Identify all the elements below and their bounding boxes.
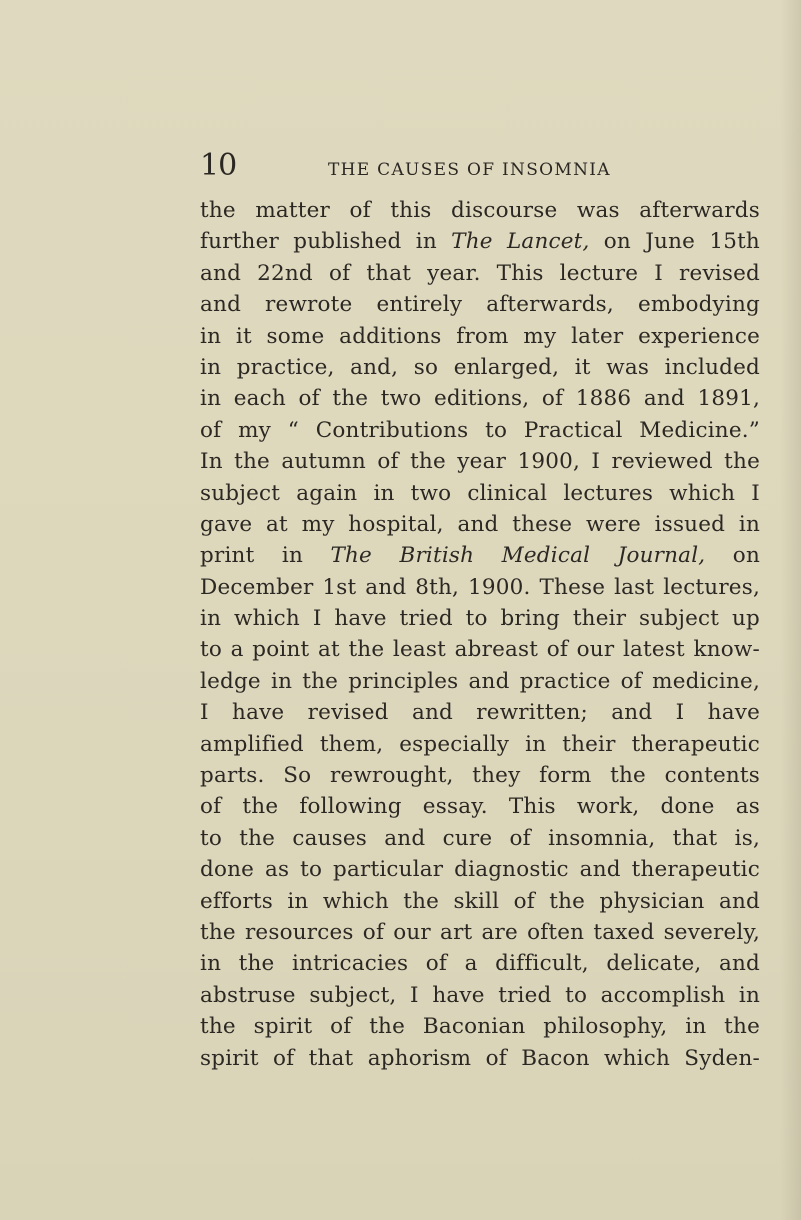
text-run: the spirit of the Baconian philosophy, in the <box>200 1014 760 1040</box>
text-run: of the following essay. This work, done as <box>200 794 760 820</box>
text-line <box>200 226 760 257</box>
text-run: and rewrote entirely afterwards, embodying <box>200 292 760 318</box>
text-run: to the causes and cure of insomnia, that is, <box>200 825 760 851</box>
text-run: In the autumn of the year 1900, I reviewed the <box>200 449 760 475</box>
body-text <box>200 195 760 1074</box>
text-run: ledge in the principles and practice of medicine, <box>200 668 760 694</box>
text-line <box>200 1043 760 1074</box>
text-line <box>200 321 760 352</box>
text-run: of my “ Contributions to Practical Medicine.” <box>200 417 760 443</box>
text-run: in which I have tried to bring their subject up <box>200 606 760 632</box>
text-run: efforts in which the skill of the physician and <box>200 888 760 914</box>
text-line <box>200 948 760 979</box>
text-line <box>200 509 760 540</box>
text-line <box>200 666 760 697</box>
text-line <box>200 603 760 634</box>
text-run: print in <box>200 543 331 569</box>
text-run: subject again in two clinical lectures which I <box>200 480 760 506</box>
text-line <box>200 823 760 854</box>
text-line <box>200 289 760 320</box>
text-line <box>200 917 760 948</box>
text-run: the resources of our art are often taxed severely, <box>200 919 760 945</box>
text-run: gave at my hospital, and these were issued in <box>200 511 760 537</box>
text-run: spirit of that aphorism of Bacon which Syden- <box>200 1045 760 1071</box>
text-line <box>200 540 760 571</box>
text-line <box>200 1011 760 1042</box>
running-title: THE CAUSES OF INSOMNIA <box>328 160 611 180</box>
text-run: and 22nd of that year. This lecture I revised <box>200 260 760 286</box>
text-run: abstruse subject, I have tried to accomplish in <box>200 982 760 1008</box>
text-line <box>200 195 760 226</box>
text-line <box>200 886 760 917</box>
text-line <box>200 854 760 885</box>
text-run: further published in <box>200 229 452 255</box>
text-line <box>200 791 760 822</box>
text-run: the matter of this discourse was afterwards <box>200 198 760 223</box>
page-number: 10 <box>200 148 237 183</box>
text-line <box>200 446 760 477</box>
text-line <box>200 258 760 289</box>
text-run: in it some additions from my later experience <box>200 323 760 349</box>
text-line <box>200 478 760 509</box>
text-run: in practice, and, so enlarged, it was included <box>200 354 760 380</box>
text-line <box>200 760 760 791</box>
text-run: in the intricacies of a difficult, delicate, and <box>200 951 760 977</box>
text-line <box>200 415 760 446</box>
text-run: done as to particular diagnostic and therapeutic <box>200 857 760 883</box>
text-run: amplified them, especially in their therapeutic <box>200 731 760 757</box>
text-line <box>200 697 760 728</box>
text-run: I have revised and rewritten; and I have <box>200 700 760 726</box>
text-line <box>200 980 760 1011</box>
text-line <box>200 383 760 414</box>
italic-title: The Lancet, <box>451 229 590 255</box>
text-run: December 1st and 8th, 1900. These last lectures, <box>200 574 760 600</box>
text-run: to a point at the least abreast of our latest know- <box>200 637 760 663</box>
text-run: on June 15th <box>589 229 760 255</box>
text-run: in each of the two editions, of 1886 and 1891, <box>200 386 760 412</box>
text-line <box>200 352 760 383</box>
text-line <box>200 729 760 760</box>
text-line <box>200 634 760 665</box>
italic-title: The British Medical Journal, <box>330 543 706 569</box>
text-run: parts. So rewrought, they form the contents <box>200 763 760 789</box>
text-run: on <box>705 543 760 569</box>
text-line <box>200 572 760 603</box>
page-header <box>200 146 760 186</box>
